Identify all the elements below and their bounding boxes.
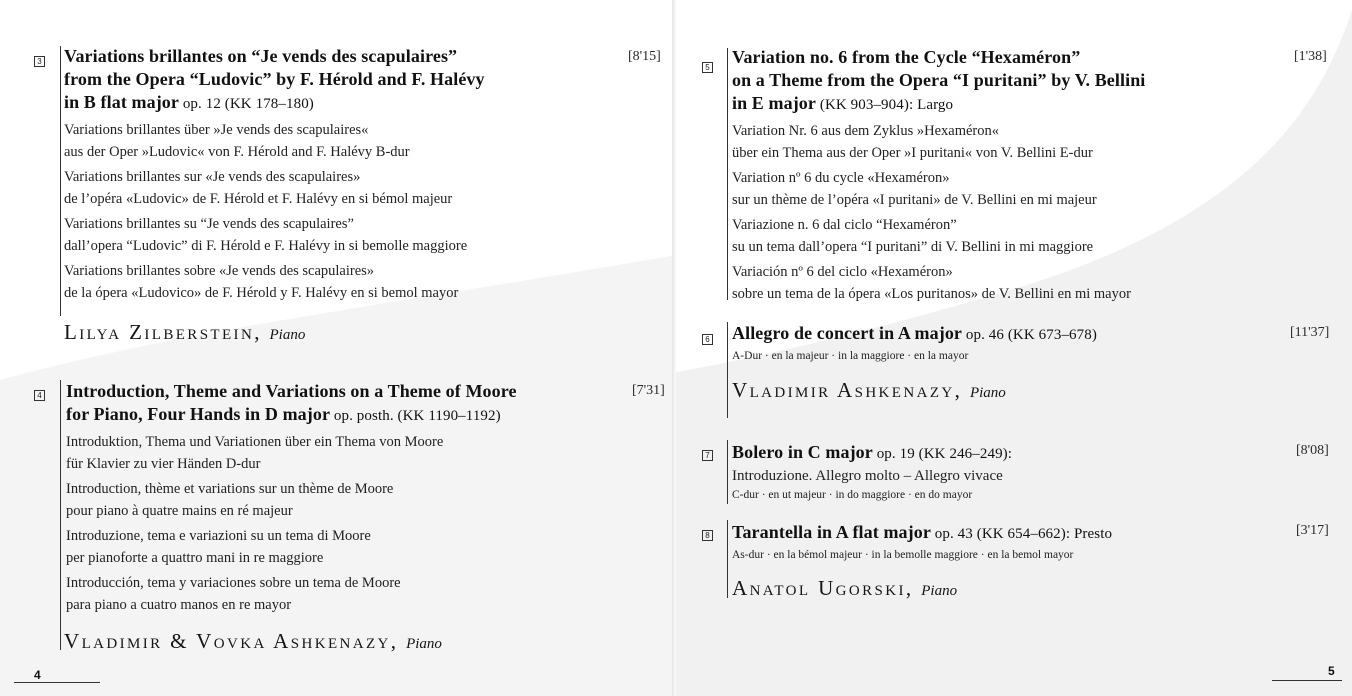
track-rule	[60, 46, 61, 316]
translation-line: Introduktion, Thema und Variationen über ein Thema von Moore	[66, 434, 444, 450]
translation-line: aus der Oper »Ludovic« von F. Hérold and F. Halévy B-dur	[64, 144, 410, 160]
tempo-markings: Introduzione. Allegro molto – Allegro vivace	[732, 468, 1003, 484]
title-line: Variations brillantes on “Je vends des scapulaires”	[64, 46, 458, 66]
track-7-block	[732, 441, 1292, 504]
translation-line: de l’opéra «Ludovic» de F. Hérold et F. Halévy en si bémol majeur	[64, 191, 453, 207]
translation-italian	[732, 214, 1292, 258]
translation-german	[66, 431, 626, 475]
title-line: on a Theme from the Opera “I puritani” by V. Bellini	[732, 70, 1146, 90]
track-rule	[60, 380, 61, 650]
performer-name: Vladimir & Vovka Ashkenazy	[64, 629, 391, 653]
translations	[66, 431, 626, 616]
title-key: Tarantella in A flat major	[732, 522, 931, 542]
translation-line: sur un thème de l’opéra «I puritani» de V. Bellini en mi majeur	[732, 192, 1097, 208]
title-line: Introduction, Theme and Variations on a Theme of Moore	[66, 381, 517, 401]
track-6-block	[732, 322, 1292, 365]
title-key: in B flat major	[64, 92, 179, 112]
performer-instrument: Piano	[969, 385, 1006, 401]
track-number-badge: 3	[34, 56, 45, 67]
translation-line: para piano a cuatro manos en re mayor	[66, 597, 292, 613]
translation-italian	[64, 213, 624, 257]
performer-name: Anatol Ugorski	[732, 576, 906, 600]
translation-line: Introduction, thème et variations sur un thème de Moore	[66, 481, 394, 497]
performer-instrument: Piano	[269, 327, 306, 343]
track-duration: [3'17]	[1296, 523, 1329, 538]
right-page	[676, 0, 1352, 696]
track-8-block	[732, 521, 1292, 564]
title-catalogue: op. 12 (KK 178–180)	[178, 96, 314, 112]
track-duration: [8'15]	[628, 49, 661, 64]
translation-line: su un tema dall’opera “I puritani” di V. Bellini in mi maggiore	[732, 239, 1094, 255]
translation-line: pour piano à quatre mains en ré majeur	[66, 503, 293, 519]
page-footer-rule	[14, 682, 100, 683]
title-key: in E major	[732, 93, 816, 113]
translation-german	[732, 120, 1292, 164]
title-key: Allegro de concert in A major	[732, 323, 963, 343]
performer-credit: Lilya Zilberstein, Piano	[64, 320, 306, 344]
track-rule	[727, 440, 728, 504]
page-number: 4	[34, 668, 41, 682]
title-key: for Piano, Four Hands in D major	[66, 404, 331, 424]
performer-instrument: Piano	[406, 636, 442, 652]
track-number-badge: 5	[702, 62, 713, 73]
translation-line: Introduzione, tema e variazioni su un tema di Moore	[66, 528, 371, 544]
track-duration: [8'08]	[1296, 443, 1329, 458]
translation-line: Variations brillantes sur «Je vends des scapulaires»	[64, 169, 361, 185]
translation-line: sobre un tema de la ópera «Los puritanos» de V. Bellini en mi mayor	[732, 286, 1131, 302]
title-line: from the Opera “Ludovic” by F. Hérold and F. Halévy	[64, 69, 485, 89]
translation-german	[64, 119, 624, 163]
title-line-last	[66, 403, 626, 428]
key-translations: As-dur · en la bémol majeur · in la bemolle maggiore · en la bemol mayor	[732, 549, 1074, 561]
track-number-badge: 8	[702, 530, 713, 541]
track-5-block	[732, 46, 1292, 305]
key-translations: A-Dur · en la majeur · in la maggiore · en la mayor	[732, 350, 969, 362]
translation-line: Variations brillantes sobre «Je vends des scapulaires»	[64, 263, 375, 279]
title-line: Variation no. 6 from the Cycle “Hexaméron”	[732, 47, 1081, 67]
track-number-badge: 7	[702, 450, 713, 461]
translation-line: Variation Nr. 6 aus dem Zyklus »Hexaméron«	[732, 123, 999, 139]
performer-name: Vladimir Ashkenazy	[732, 378, 955, 402]
track-title	[732, 521, 1292, 546]
key-translations: C-dur · en ut majeur · in do maggiore · en do mayor	[732, 489, 973, 501]
track-title	[732, 322, 1292, 347]
track-title	[732, 46, 1292, 117]
track-4-block	[66, 380, 626, 616]
track-title	[732, 441, 1292, 466]
page-number: 5	[1328, 664, 1335, 678]
translation-line: de la ópera «Ludovico» de F. Hérold y F. Halévy en si bemol mayor	[64, 285, 459, 301]
track-rule	[727, 520, 728, 598]
track-title	[66, 380, 626, 428]
performer-credit: Vladimir & Vovka Ashkenazy, Piano	[64, 629, 442, 653]
track-title	[64, 45, 624, 116]
page-footer-rule	[1272, 680, 1342, 681]
track-rule	[727, 322, 728, 418]
track-number-badge: 4	[34, 390, 45, 401]
translation-line: Introducción, tema y variaciones sobre un tema de Moore	[66, 575, 401, 591]
translation-line: über ein Thema aus der Oper »I puritani« von V. Bellini E-dur	[732, 145, 1093, 161]
translation-line: Variations brillantes über »Je vends des scapulaires«	[64, 122, 369, 138]
translation-italian	[66, 525, 626, 569]
performer-instrument: Piano	[921, 583, 958, 599]
translation-french	[66, 478, 626, 522]
title-catalogue: op. 46 (KK 673–678)	[962, 327, 1097, 343]
translations	[64, 119, 624, 304]
translation-line: für Klavier zu vier Händen D-dur	[66, 456, 261, 472]
translation-line: Variation nº 6 du cycle «Hexaméron»	[732, 170, 950, 186]
translation-line: Variazione n. 6 dal ciclo “Hexaméron”	[732, 217, 957, 233]
translation-french	[732, 167, 1292, 211]
title-catalogue: op. posth. (KK 1190–1192)	[330, 408, 501, 424]
track-3-block	[64, 45, 624, 304]
track-rule	[727, 48, 728, 300]
translation-spanish	[64, 260, 624, 304]
performer-credit: Vladimir Ashkenazy, Piano	[732, 378, 1006, 402]
translation-spanish	[732, 261, 1292, 305]
translation-line: per pianoforte a quattro mani in re maggiore	[66, 550, 324, 566]
performer-credit: Anatol Ugorski, Piano	[732, 576, 958, 600]
translation-line: Variations brillantes su “Je vends des scapulaires”	[64, 216, 354, 232]
title-line-last	[732, 92, 1292, 117]
track-duration: [1'38]	[1294, 49, 1327, 64]
performer-name: Lilya Zilberstein	[64, 320, 255, 344]
translation-french	[64, 166, 624, 210]
title-key: Bolero in C major	[732, 442, 873, 462]
translations	[732, 120, 1292, 305]
translation-spanish	[66, 572, 626, 616]
title-line-last	[64, 91, 624, 116]
title-catalogue: (KK 903–904): Largo	[816, 97, 954, 113]
title-catalogue: op. 43 (KK 654–662): Presto	[930, 526, 1113, 542]
track-number-badge: 6	[702, 334, 713, 345]
translation-line: dall’opera “Ludovic” di F. Hérold e F. Halévy in si bemolle maggiore	[64, 238, 468, 254]
track-duration: [7'31]	[632, 383, 665, 398]
title-catalogue: op. 19 (KK 246–249):	[872, 446, 1013, 462]
translation-line: Variación nº 6 del ciclo «Hexaméron»	[732, 264, 953, 280]
track-duration: [11'37]	[1290, 325, 1330, 340]
